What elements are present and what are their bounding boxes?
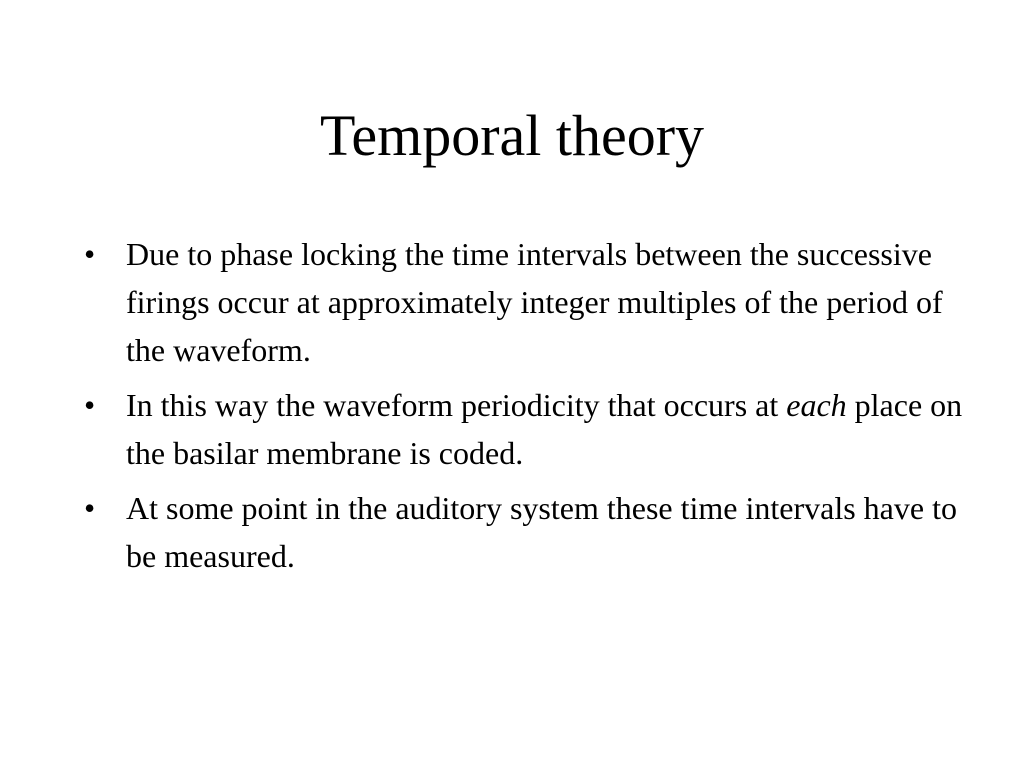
bullet-item-1 xyxy=(84,230,964,374)
bullet-list xyxy=(84,230,964,587)
slide-title: Temporal theory xyxy=(319,103,705,168)
emphasized-word: each xyxy=(786,387,847,423)
bullet-icon: • xyxy=(84,387,96,423)
bullet-icon: • xyxy=(84,236,96,272)
bullet-text: At some point in the auditory system these time intervals have to be measured. xyxy=(126,490,957,574)
bullet-item-3 xyxy=(84,484,964,580)
bullet-icon: • xyxy=(84,490,96,526)
bullet-text xyxy=(126,381,964,477)
bullet-text-part: place on the basilar membrane is coded. xyxy=(126,387,963,471)
bullet-text-part: In this way the waveform periodicity that occurs at xyxy=(126,387,779,423)
bullet-item-2 xyxy=(84,381,964,477)
bullet-text: Due to phase locking the time intervals between the successive firings occur at approximately integer multiples of the period of the waveform. xyxy=(126,236,943,368)
